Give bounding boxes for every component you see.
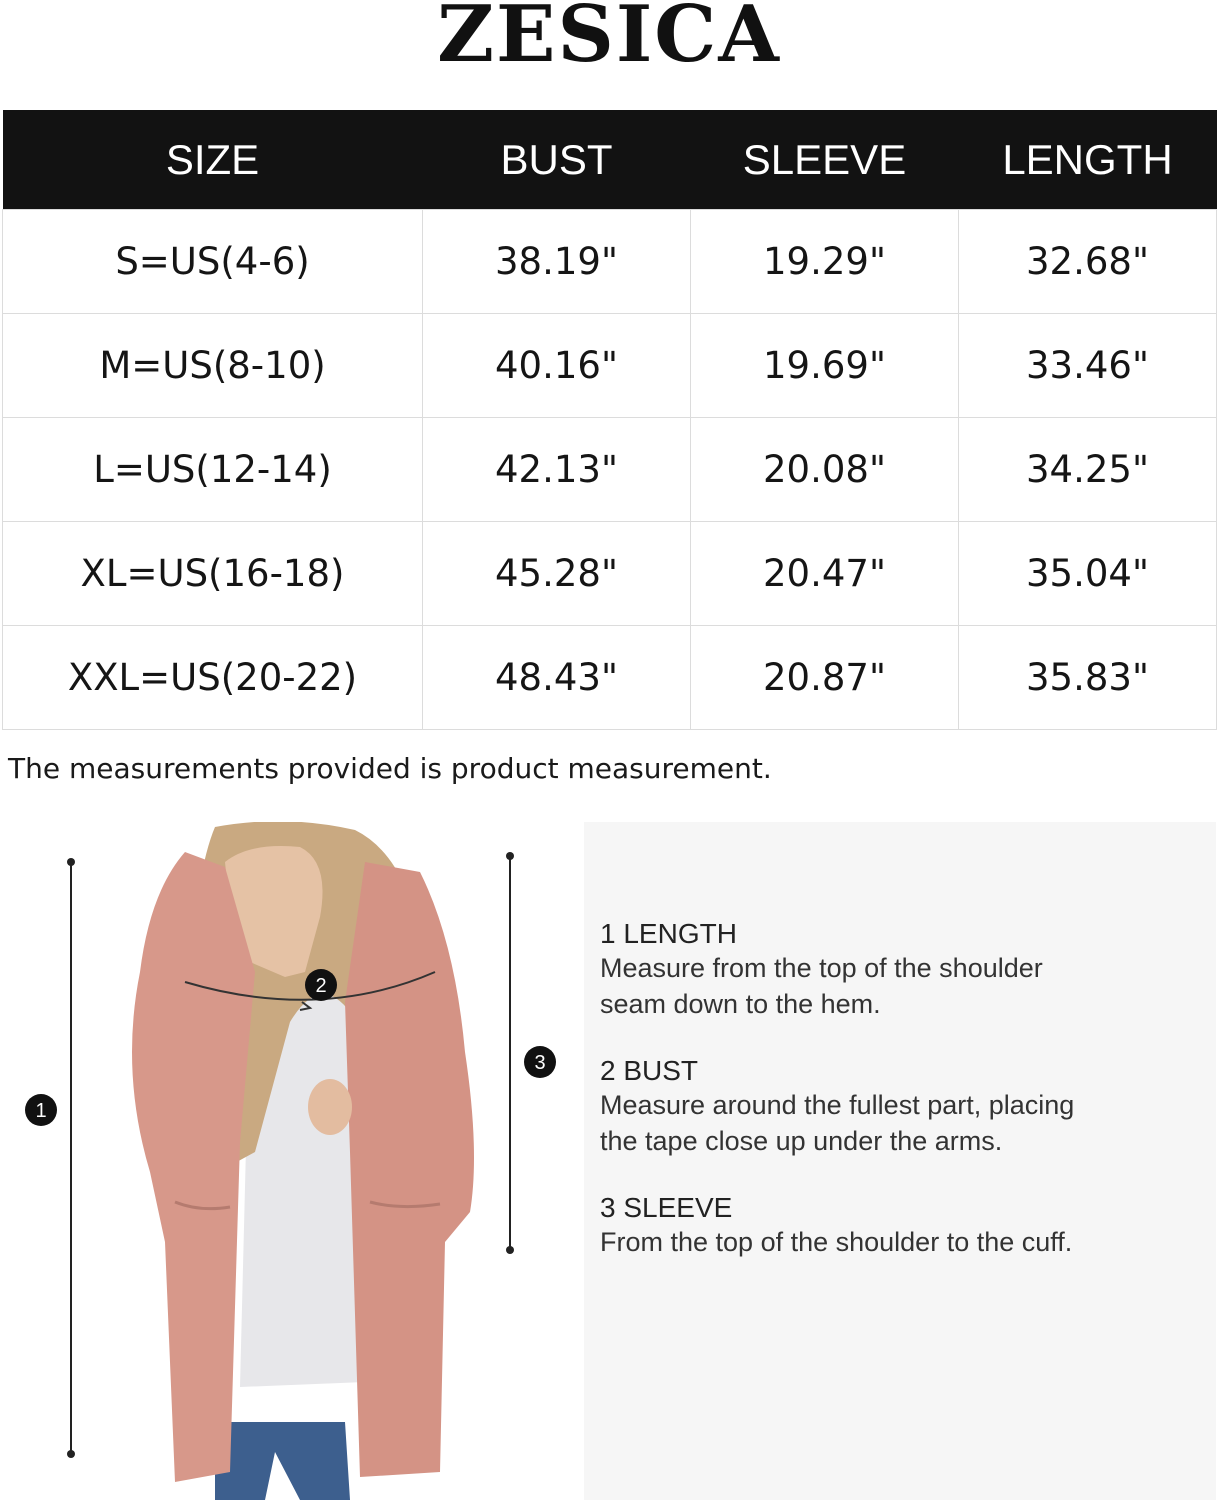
marker-3: [524, 1046, 556, 1078]
bust-cell: 42.13": [423, 418, 691, 522]
sleeve-cell: 19.69": [691, 314, 959, 418]
guide-sleeve: [600, 1192, 1180, 1260]
guide-length: [600, 918, 1180, 1022]
marker-1: [25, 1094, 57, 1126]
bust-cell: 38.19": [423, 210, 691, 314]
size-cell: M=US(8-10): [3, 314, 423, 418]
marker-2-label: 2: [315, 975, 327, 997]
guide-sleeve-title: 3 SLEEVE: [600, 1192, 733, 1223]
sleeve-cell: 19.29": [691, 210, 959, 314]
sleeve-guide-start: [506, 852, 514, 860]
table-row: [3, 626, 1217, 730]
guide-bust-desc-1: Measure around the fullest part, placing: [600, 1090, 1075, 1120]
length-guide-start: [67, 858, 75, 866]
bust-cell: 48.43": [423, 626, 691, 730]
table-row: [3, 210, 1217, 314]
guide-bust-title: 2 BUST: [600, 1055, 699, 1086]
length-guide-end: [67, 1450, 75, 1458]
size-chart-table: [2, 110, 1217, 730]
length-cell: 35.04": [959, 522, 1217, 626]
guide-length-title: 1 LENGTH: [600, 918, 737, 949]
sleeve-guide-end: [506, 1246, 514, 1254]
measurement-note: The measurements provided is product measurement.: [8, 752, 772, 785]
marker-3-label: 3: [534, 1052, 546, 1074]
size-cell: S=US(4-6): [3, 210, 423, 314]
length-cell: 34.25": [959, 418, 1217, 522]
guide-length-desc-1: Measure from the top of the shoulder: [600, 953, 1043, 983]
header-size: SIZE: [3, 110, 423, 210]
hand-shape: [308, 1079, 352, 1135]
guide-bust-desc-2: the tape close up under the arms.: [600, 1126, 1003, 1156]
length-cell: 35.83": [959, 626, 1217, 730]
brand-logo: ZESICA: [437, 0, 781, 80]
size-cell: XXL=US(20-22): [3, 626, 423, 730]
guide-length-desc-2: seam down to the hem.: [600, 989, 881, 1019]
length-cell: 32.68": [959, 210, 1217, 314]
sleeve-cell: 20.08": [691, 418, 959, 522]
sleeve-cell: 20.87": [691, 626, 959, 730]
header-length: LENGTH: [959, 110, 1217, 210]
size-cell: XL=US(16-18): [3, 522, 423, 626]
marker-1-label: 1: [35, 1100, 47, 1122]
guide-sleeve-desc-1: From the top of the shoulder to the cuff.: [600, 1227, 1073, 1257]
table-header-row: [3, 110, 1217, 210]
marker-2: [305, 969, 337, 1001]
model-photo: [0, 822, 584, 1500]
header-sleeve: SLEEVE: [691, 110, 959, 210]
bust-cell: 40.16": [423, 314, 691, 418]
sleeve-cell: 20.47": [691, 522, 959, 626]
bust-cell: 45.28": [423, 522, 691, 626]
guide-bust: [600, 1055, 1180, 1159]
length-cell: 33.46": [959, 314, 1217, 418]
table-row: [3, 418, 1217, 522]
measurement-guide-panel: [584, 822, 1216, 1500]
table-row: [3, 522, 1217, 626]
header-bust: BUST: [423, 110, 691, 210]
table-row: [3, 314, 1217, 418]
size-cell: L=US(12-14): [3, 418, 423, 522]
